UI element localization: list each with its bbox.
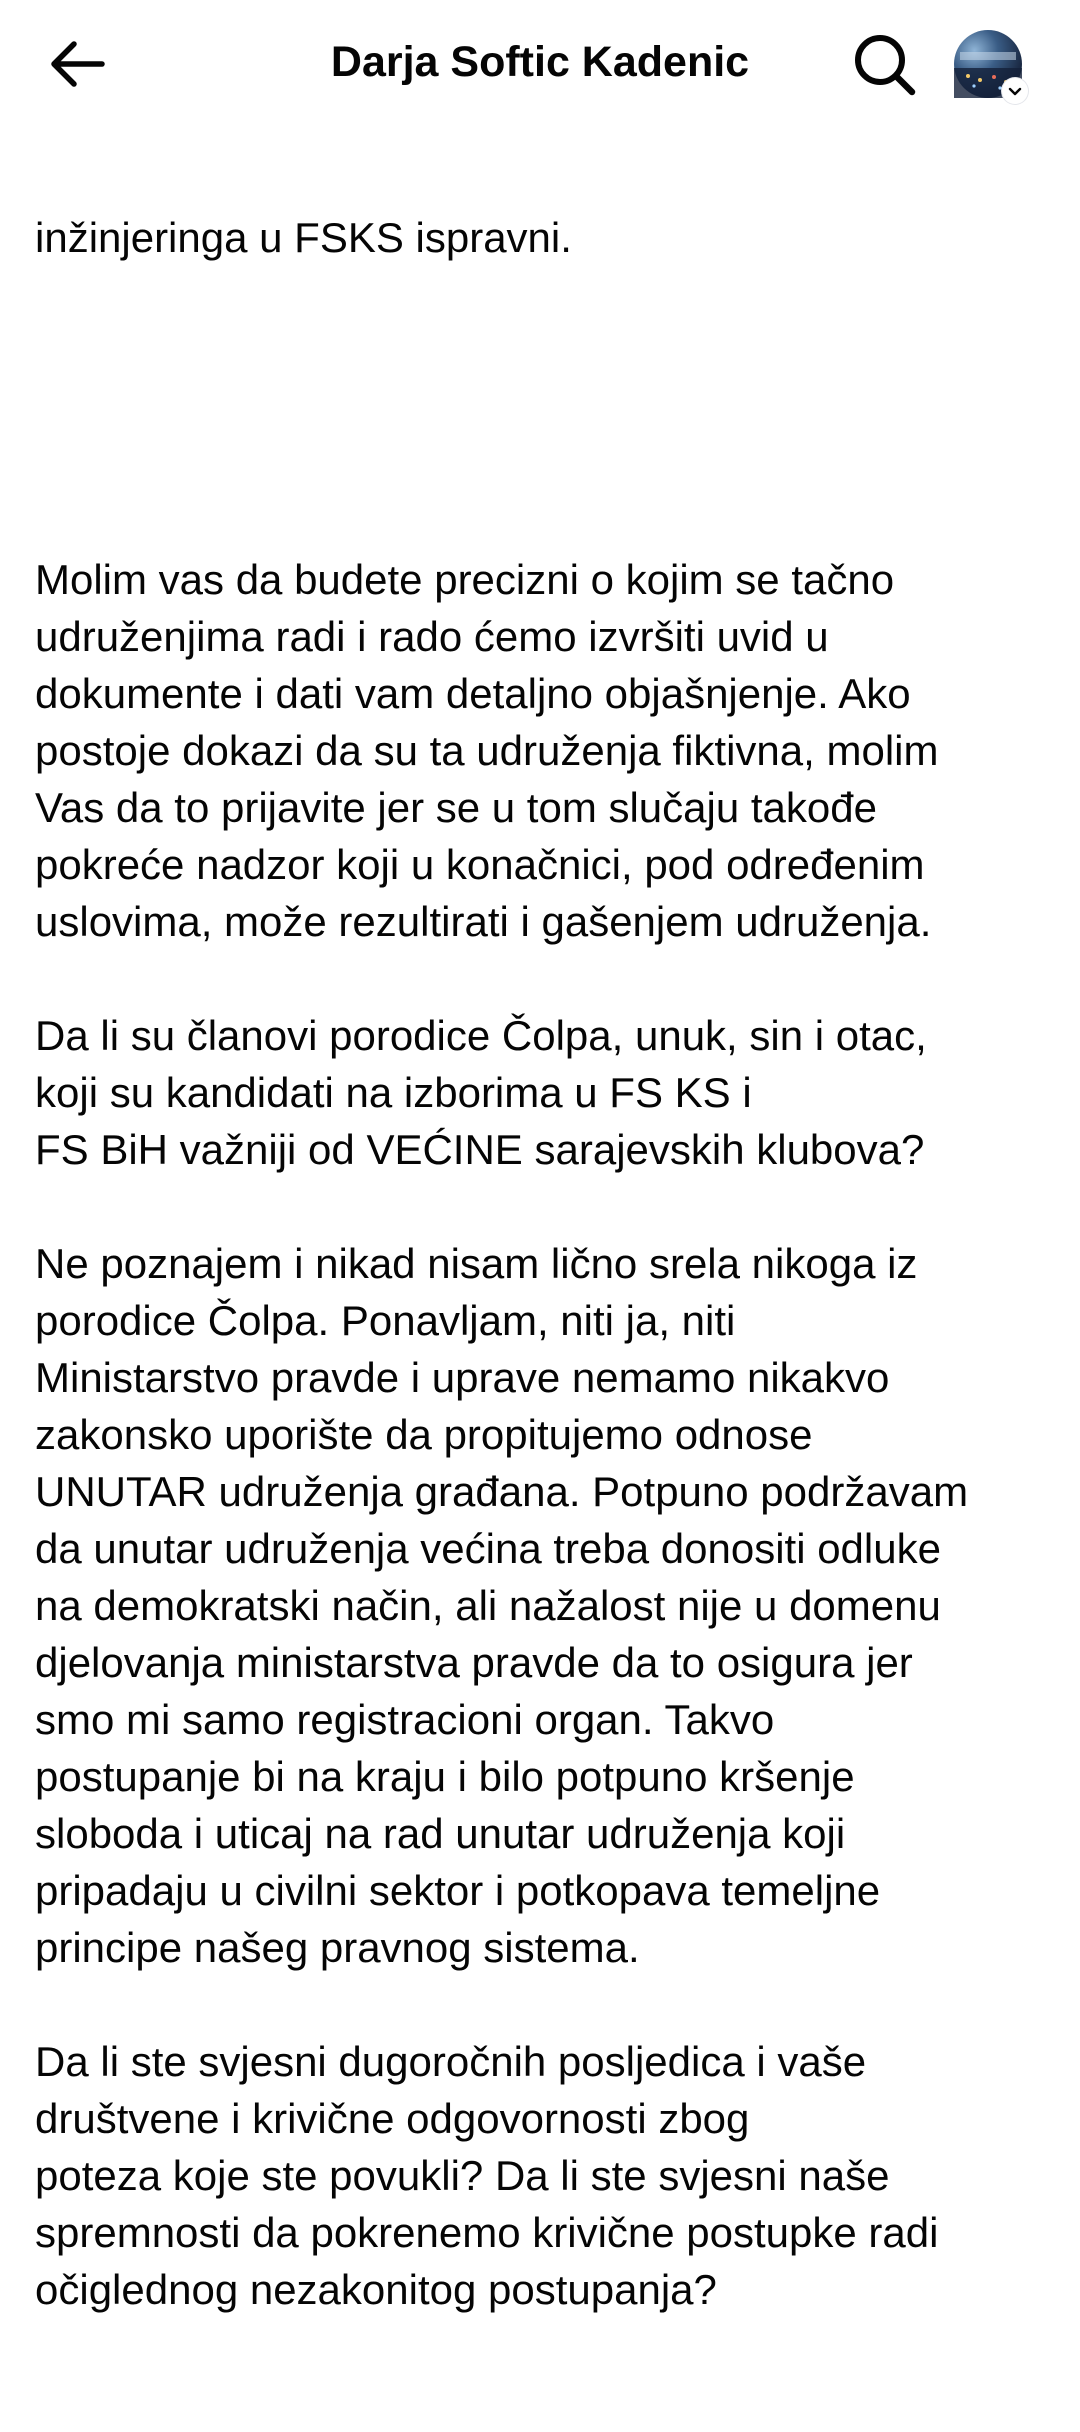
post-text-line: Molim vas da budete precizni o kojim se tačno <box>35 556 895 603</box>
post-text-line: koji su kandidati na izborima u FS KS i <box>35 1069 752 1116</box>
paragraph-spacer <box>35 380 1065 437</box>
post-text-line: uslovima, može rezultirati i gašenjem udruženja. <box>35 898 932 945</box>
search-button[interactable] <box>848 28 920 100</box>
post-paragraphs <box>35 551 1065 2318</box>
post-text-line: Da li su članovi porodice Čolpa, unuk, sin i otac, <box>35 1012 927 1059</box>
post-text-line: principe našeg pravnog sistema. <box>35 1924 640 1971</box>
paragraph-spacer <box>35 950 1065 1007</box>
post-text-line: smo mi samo registracioni organ. Takvo <box>35 1696 775 1743</box>
post-text-line: postupanje bi na kraju i bilo potpuno kršenje <box>35 1753 855 1800</box>
post-paragraph <box>35 1007 1065 1178</box>
post-text-line: Ne poznajem i nikad nisam lično srela nikoga iz <box>35 1240 918 1287</box>
post-body <box>35 95 1065 2432</box>
post-text-line: djelovanja ministarstva pravde da to osigura jer <box>35 1639 913 1686</box>
account-switch-toggle[interactable] <box>1002 78 1028 104</box>
top-app-bar <box>0 0 1080 118</box>
post-text-line: da unutar udruženja većina treba donositi odluke <box>35 1525 941 1572</box>
post-text-line: porodice Čolpa. Ponavljam, niti ja, niti <box>35 1297 736 1344</box>
post-paragraph <box>35 551 1065 950</box>
post-text-line: pripadaju u civilni sektor i potkopava temeljne <box>35 1867 881 1914</box>
post-text-line: postoje dokazi da su ta udruženja fiktivna, molim <box>35 727 939 774</box>
post-text-line: Ministarstvo pravde i uprave nemamo nikakvo <box>35 1354 890 1401</box>
post-text-line: na demokratski način, ali nažalost nije u domenu <box>35 1582 941 1629</box>
post-text-line: udruženjima radi i rado ćemo izvršiti uvid u <box>35 613 829 660</box>
chevron-down-icon <box>1006 82 1024 100</box>
page-title: Darja Softic Kadenic <box>330 38 750 86</box>
partial-top-line: inžinjeringa u FSKS ispravni. <box>35 214 572 261</box>
search-icon <box>850 30 918 98</box>
post-text-line: pokreće nadzor koji u konačnici, pod određenim <box>35 841 925 888</box>
post-text-line: očiglednog nezakonitog postupanja? <box>35 2266 717 2313</box>
post-text-line: UNUTAR udruženja građana. Potpuno podržavam <box>35 1468 969 1515</box>
post-text-line: poteza koje ste povukli? Da li ste svjesni naše <box>35 2152 890 2199</box>
post-text-line: sloboda i uticaj na rad unutar udruženja koji <box>35 1810 846 1857</box>
post-paragraph <box>35 2033 1065 2318</box>
post-paragraph <box>35 1235 1065 1976</box>
paragraph-spacer <box>35 1976 1065 2033</box>
post-text-line: zakonsko uporište da propitujemo odnose <box>35 1411 813 1458</box>
post-text-line: spremnosti da pokrenemo krivične postupke radi <box>35 2209 939 2256</box>
paragraph-spacer <box>35 1178 1065 1235</box>
post-text-line: dokumente i dati vam detaljno objašnjenje. Ako <box>35 670 911 717</box>
post-text-line: društvene i krivične odgovornosti zbog <box>35 2095 750 2142</box>
post-text-line: Vas da to prijavite jer se u tom slučaju takođe <box>35 784 877 831</box>
post-text-line: Da li ste svjesni dugoročnih posljedica i vaše <box>35 2038 867 2085</box>
profile-avatar-button[interactable] <box>954 30 1026 102</box>
post-text-line: FS BiH važniji od VEĆINE sarajevskih klubova? <box>35 1126 925 1173</box>
